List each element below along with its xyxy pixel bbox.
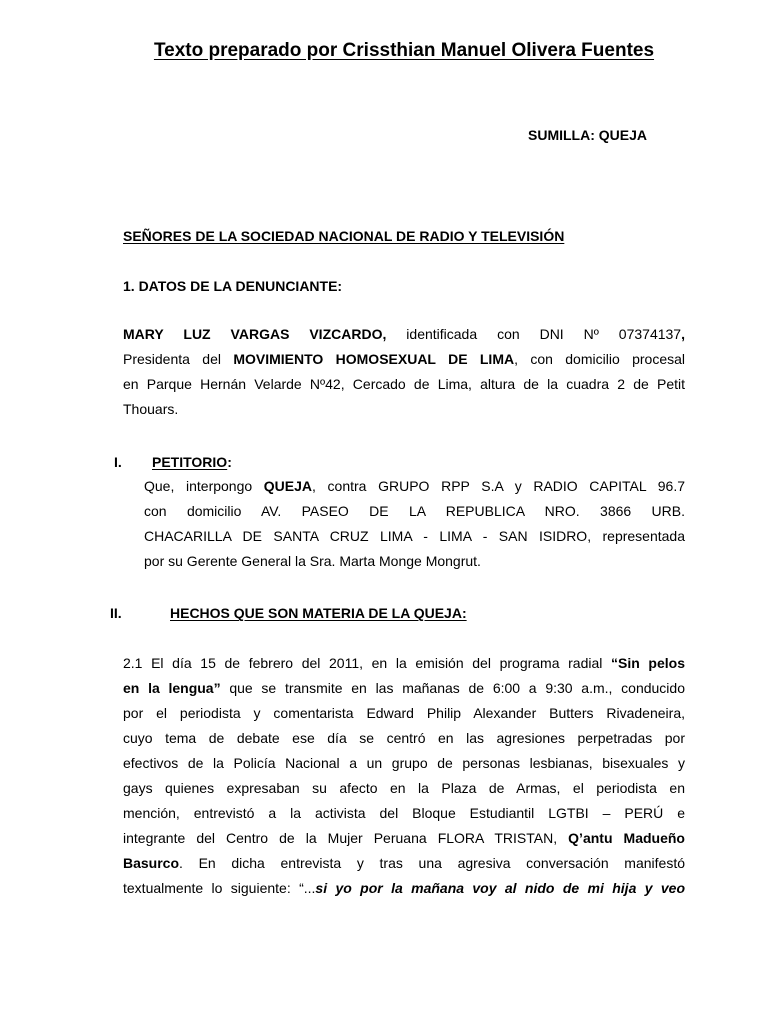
text-span: integrante del Centro de la Mujer Peruana FLORA TRISTAN, bbox=[123, 830, 569, 846]
section-II-number: II. bbox=[110, 605, 122, 621]
text-span: , bbox=[681, 326, 685, 342]
sumilla-label: SUMILLA: QUEJA bbox=[528, 127, 647, 143]
section-II-paragraph bbox=[123, 651, 685, 901]
text-line: por el periodista y comentarista Edward Philip Alexander Butters Rivadeneira, bbox=[123, 705, 685, 721]
text-line: gays quienes expresaban su afecto en la Plaza de Armas, el periodista en bbox=[123, 780, 685, 796]
text-line: cuyo tema de debate ese día se centró en las agresiones perpetradas por bbox=[123, 730, 685, 746]
text-span: “Sin pelos bbox=[611, 655, 685, 671]
text-span: , con domicilio procesal bbox=[514, 351, 686, 367]
text-span: QUEJA bbox=[263, 478, 313, 494]
text-line bbox=[123, 676, 685, 701]
text-line: CHACARILLA DE SANTA CRUZ LIMA - LIMA - SAN ISIDRO, representada bbox=[144, 528, 685, 544]
text-span: Presidenta del bbox=[123, 351, 234, 367]
text-line: mención, entrevistó a la activista del Bloque Estudiantil LGTBI – PERÚ e bbox=[123, 805, 685, 821]
text-span: . En dicha entrevista y tras una agresiva conversación manifestó bbox=[179, 855, 685, 871]
addressee-heading: SEÑORES DE LA SOCIEDAD NACIONAL DE RADIO Y TELEVISIÓN bbox=[123, 228, 565, 244]
page-title: Texto preparado por Crissthian Manuel Olivera Fuentes bbox=[153, 40, 655, 61]
complainant-name: MARY LUZ VARGAS VIZCARDO, bbox=[123, 326, 387, 342]
text-line bbox=[123, 322, 685, 347]
section-I-number: I. bbox=[114, 454, 122, 470]
text-span: PETITORIO bbox=[152, 454, 228, 470]
section-I-paragraph bbox=[144, 474, 685, 574]
text-line bbox=[144, 474, 685, 499]
text-line: con domicilio AV. PASEO DE LA REPUBLICA NRO. 3866 URB. bbox=[144, 503, 685, 519]
text-line: efectivos de la Policía Nacional a un grupo de personas lesbianas, bisexuales y bbox=[123, 755, 685, 771]
text-line bbox=[123, 347, 685, 372]
section-II-heading: HECHOS QUE SON MATERIA DE LA QUEJA: bbox=[170, 605, 467, 621]
text-span: : bbox=[227, 454, 232, 470]
section-1-heading: 1. DATOS DE LA DENUNCIANTE: bbox=[123, 278, 343, 294]
section-I-heading bbox=[152, 454, 232, 470]
quote-text: si yo por la mañana voy al nido de mi hija y veo bbox=[315, 880, 685, 896]
text-span: que se transmite en las mañanas de 6:00 a 9:30 a.m., conducido bbox=[220, 680, 685, 696]
text-line bbox=[123, 876, 685, 901]
section-1-paragraph bbox=[123, 322, 685, 422]
text-span: Q’antu Madueño bbox=[568, 830, 685, 846]
text-span: Que, interpongo bbox=[144, 478, 264, 494]
organization-name: MOVIMIENTO HOMOSEXUAL DE LIMA bbox=[233, 351, 515, 367]
text-line: en Parque Hernán Velarde Nº42, Cercado de Lima, altura de la cuadra 2 de Petit bbox=[123, 376, 685, 392]
text-line bbox=[123, 851, 685, 876]
text-span: identificada con DNI Nº 07374137 bbox=[386, 326, 682, 342]
text-span: , contra GRUPO RPP S.A y RADIO CAPITAL 96.7 bbox=[312, 478, 685, 494]
text-line bbox=[123, 826, 685, 851]
text-span: 2.1 El día 15 de febrero del 2011, en la emisión del programa radial bbox=[123, 655, 612, 671]
text-line bbox=[123, 651, 685, 676]
text-line: por su Gerente General la Sra. Marta Monge Mongrut. bbox=[144, 553, 481, 569]
text-span: en la lengua” bbox=[123, 680, 221, 696]
text-span: Basurco bbox=[123, 855, 180, 871]
text-span: textualmente lo siguiente: “... bbox=[123, 880, 316, 896]
text-line: Thouars. bbox=[123, 401, 179, 417]
